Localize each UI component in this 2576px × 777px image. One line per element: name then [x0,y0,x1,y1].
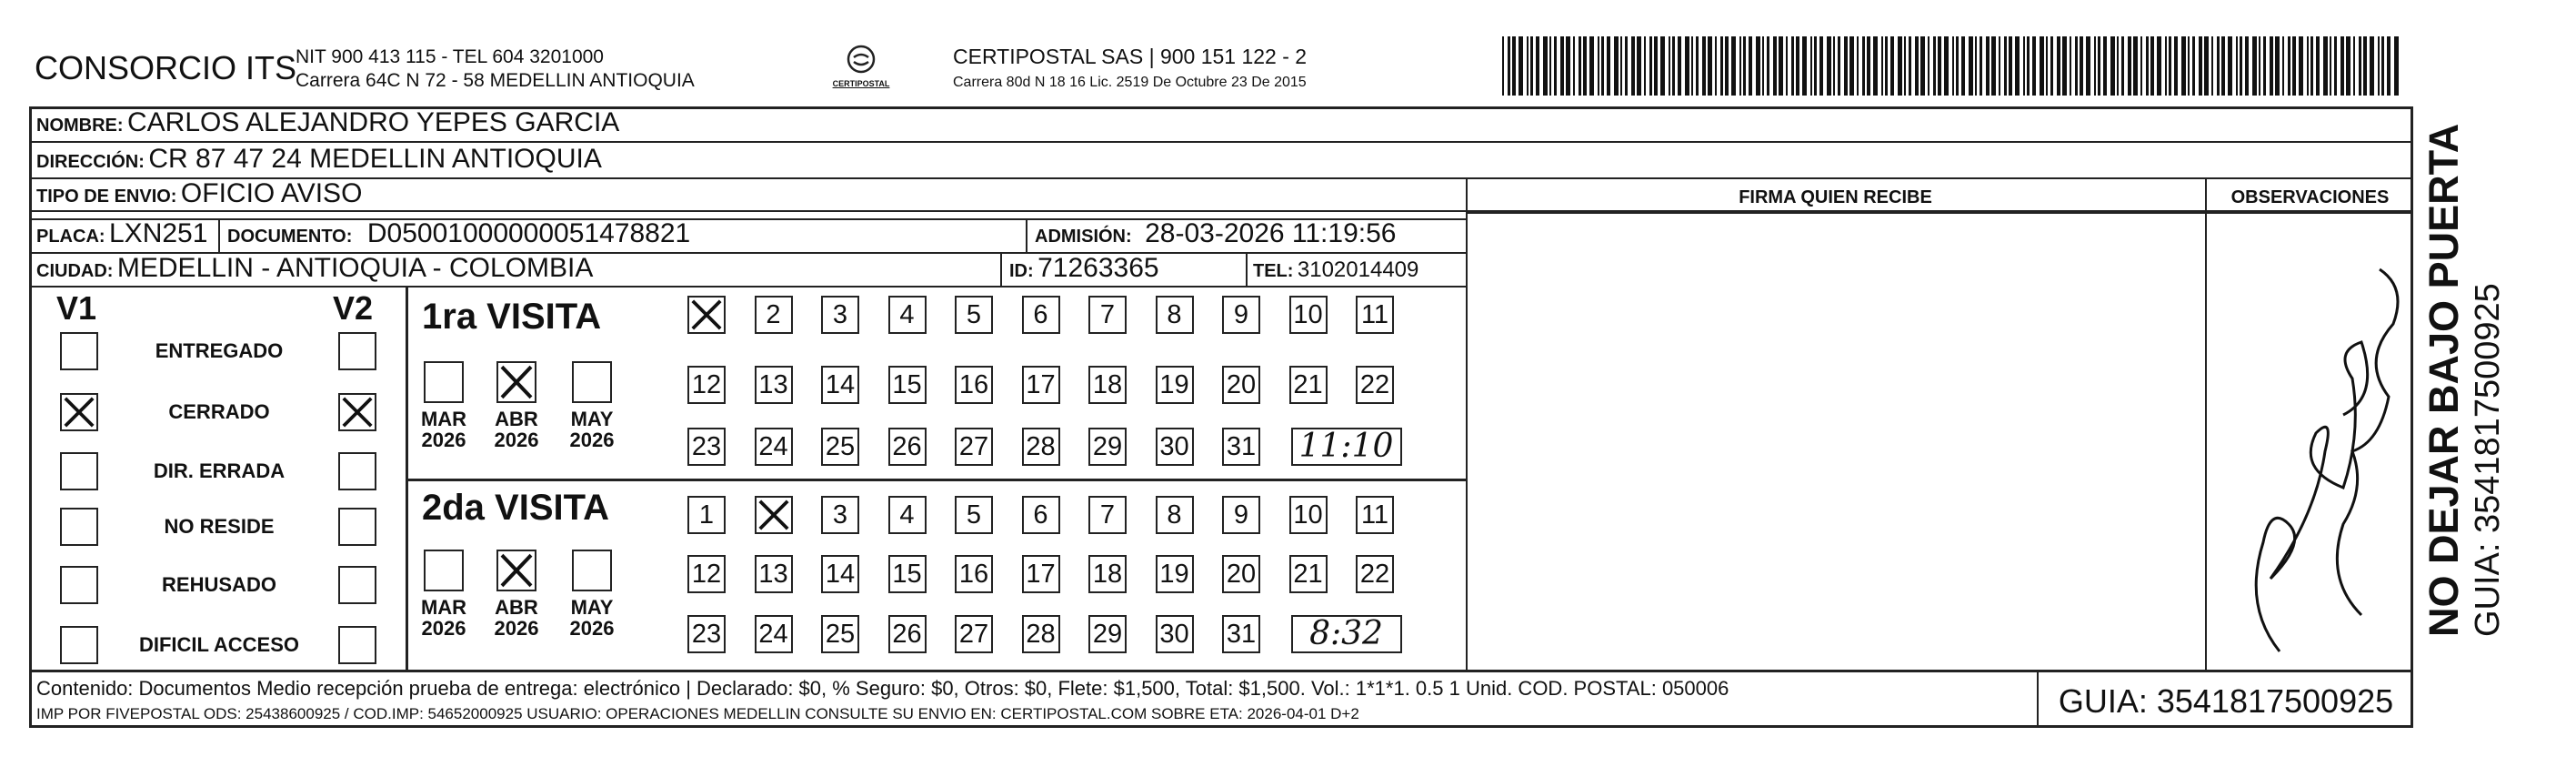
day-box[interactable]: 17 [1022,366,1060,404]
day-box[interactable]: 7 [1088,496,1127,534]
v2-checkbox[interactable] [338,452,376,490]
day-box[interactable]: 21 [1289,555,1328,593]
day-box[interactable]: 8 [1156,296,1194,334]
v1-checkbox[interactable] [60,508,98,546]
month-checkbox[interactable] [572,361,612,403]
day-box[interactable]: 11 [1356,496,1394,534]
tel-value: 3102014409 [1297,257,1419,282]
plate-label: PLACA: [36,227,105,247]
tel-cell [1253,257,1418,283]
day-box[interactable]: 3 [821,496,859,534]
v2-label: V2 [333,289,374,327]
type-row [36,178,362,209]
visit2-title: 2da VISITA [422,488,609,528]
type-label: TIPO DE ENVIO: [36,187,177,207]
day-box[interactable]: 6 [1022,496,1060,534]
month-checkbox[interactable] [496,361,536,403]
day-box[interactable]: 13 [755,366,793,404]
day-box[interactable]: 12 [687,366,726,404]
day-box[interactable]: 29 [1088,428,1127,466]
v1-checkbox[interactable] [60,566,98,604]
status-option-label: CERRADO [168,400,270,423]
day-box[interactable]: 20 [1222,555,1260,593]
v2-checkbox[interactable] [338,626,376,664]
day-box[interactable]: 28 [1022,428,1060,466]
day-box[interactable]: 27 [955,615,993,653]
day-box[interactable]: 5 [955,496,993,534]
shipment-type: OFICIO AVISO [180,178,363,208]
day-box[interactable]: 18 [1088,555,1127,593]
day-box[interactable]: 31 [1222,615,1260,653]
plate-cell [36,218,207,249]
day-box[interactable]: 16 [955,555,993,593]
month-label: ABR 2026 [494,596,539,640]
status-option-label: DIFICIL ACCESO [138,633,299,656]
recipient-name: CARLOS ALEJANDRO YEPES GARCIA [127,107,620,137]
day-box[interactable]: 4 [888,296,927,334]
day-box[interactable]: 9 [1222,496,1260,534]
day-box[interactable]: 20 [1222,366,1260,404]
barcode [1502,36,2401,96]
id-cell [1009,253,1159,284]
day-box[interactable]: 27 [955,428,993,466]
id-value: 71263365 [1037,253,1159,283]
day-box[interactable] [687,296,726,334]
day-box[interactable]: 30 [1156,615,1194,653]
day-box[interactable]: 24 [755,615,793,653]
side-warning: NO DEJAR BAJO PUERTA [2421,123,2467,637]
v2-checkbox[interactable] [338,332,376,370]
v1-checkbox[interactable] [60,332,98,370]
city-value: MEDELLIN - ANTIOQUIA - COLOMBIA [116,253,594,283]
day-box[interactable]: 3 [821,296,859,334]
status-option-label: NO RESIDE [164,515,275,538]
day-box[interactable]: 22 [1356,366,1394,404]
v2-checkbox[interactable] [338,393,376,431]
footer-imp: IMP POR FIVEPOSTAL ODS: 25438600925 / COD.IMP: 54652000925 USUARIO: OPERACIONES MEDELLIN CONSULTE SU ENVIO EN: CERTIPOSTAL.COM SOBRE ETA: 2026-04-01 D+2 [36,705,1359,722]
day-box[interactable]: 18 [1088,366,1127,404]
day-box[interactable]: 14 [821,366,859,404]
footer-guia: GUIA: 3541817500925 [2058,682,2394,720]
month-checkbox[interactable] [572,550,612,591]
day-box[interactable]: 13 [755,555,793,593]
id-label: ID: [1009,261,1034,281]
day-box[interactable]: 17 [1022,555,1060,593]
status-option-label: DIR. ERRADA [153,459,286,482]
v1-label: V1 [56,289,97,327]
day-box[interactable]: 16 [955,366,993,404]
handwritten-signature [2207,215,2413,670]
company-nit: NIT 900 413 115 - TEL 604 3201000 [296,46,604,67]
footer-contents: Contenido: Documentos Medio recepción prueba de entrega: electrónico | Declarado: $0, % Seguro: $0, Otros: $0, Flete: $1,500, Total: $1,500. Vol.: 1*1*1. 0.5 1 Unid. COD. POSTAL: 050006 [36,677,1729,700]
day-box[interactable]: 15 [888,366,927,404]
v1-checkbox[interactable] [60,626,98,664]
visit-time[interactable]: 8:32 [1291,615,1402,653]
month-checkbox[interactable] [496,550,536,591]
day-box[interactable]: 1 [687,496,726,534]
day-box[interactable]: 2 [755,296,793,334]
admission-label: ADMISIÓN: [1035,227,1132,247]
day-box[interactable]: 15 [888,555,927,593]
signature-area[interactable] [1468,215,2205,670]
visit-time[interactable]: 11:10 [1291,428,1402,466]
signature-header: FIRMA QUIEN RECIBE [1739,187,1932,207]
month-label: ABR 2026 [494,408,539,451]
tel-label: TEL: [1253,261,1294,281]
status-option-label: REHUSADO [162,573,276,596]
plate-value: LXN251 [109,218,208,248]
city-cell [36,253,593,284]
day-box[interactable]: 31 [1222,428,1260,466]
company-address: Carrera 64C N 72 - 58 MEDELLIN ANTIOQUIA [296,70,695,91]
day-box[interactable]: 25 [821,428,859,466]
day-box[interactable]: 19 [1156,366,1194,404]
day-box[interactable]: 22 [1356,555,1394,593]
status-option-label: ENTREGADO [155,339,284,362]
name-row [36,107,619,138]
month-checkbox[interactable] [424,361,464,403]
doc-label: DOCUMENTO: [227,227,353,247]
day-box[interactable]: 11 [1356,296,1394,334]
recipient-address: CR 87 47 24 MEDELLIN ANTIOQUIA [148,144,602,174]
day-box[interactable]: 25 [821,615,859,653]
doc-cell [227,218,690,249]
certipostal-address: Carrera 80d N 18 16 Lic. 2519 De Octubre 23 De 2015 [953,75,1307,90]
day-box[interactable]: 29 [1088,615,1127,653]
day-box[interactable]: 7 [1088,296,1127,334]
visit1-title: 1ra VISITA [422,297,602,337]
day-box[interactable]: 10 [1289,296,1328,334]
day-box[interactable]: 8 [1156,496,1194,534]
name-label: NOMBRE: [36,116,124,136]
month-label: MAR 2026 [420,408,467,451]
day-box[interactable]: 26 [888,615,927,653]
month-label: MAY 2026 [569,596,615,640]
day-box[interactable]: 6 [1022,296,1060,334]
observations-header: OBSERVACIONES [2230,187,2390,207]
day-box[interactable]: 19 [1156,555,1194,593]
day-box[interactable]: 24 [755,428,793,466]
month-checkbox[interactable] [424,550,464,591]
address-row [36,144,602,175]
day-box[interactable]: 5 [955,296,993,334]
day-box[interactable]: 12 [687,555,726,593]
day-box[interactable]: 9 [1222,296,1260,334]
address-label: DIRECCIÓN: [36,152,145,172]
v2-checkbox[interactable] [338,508,376,546]
day-box[interactable]: 26 [888,428,927,466]
day-box[interactable] [755,496,793,534]
side-text [2421,123,2530,637]
day-box[interactable]: 14 [821,555,859,593]
day-box[interactable]: 21 [1289,366,1328,404]
month-label: MAR 2026 [420,596,467,640]
day-box[interactable]: 23 [687,428,726,466]
month-label: MAY 2026 [569,408,615,451]
day-box[interactable]: 4 [888,496,927,534]
admission-cell [1035,218,1396,249]
certipostal-line: CERTIPOSTAL SAS | 900 151 122 - 2 [953,45,1308,68]
day-box[interactable]: 10 [1289,496,1328,534]
day-box[interactable]: 28 [1022,615,1060,653]
company-name: CONSORCIO ITS [35,49,297,86]
v2-checkbox[interactable] [338,566,376,604]
doc-value: D05001000000051478821 [366,218,691,248]
v1-checkbox[interactable] [60,393,98,431]
city-label: CIUDAD: [36,261,114,281]
admission-value: 28-03-2026 11:19:56 [1145,218,1397,248]
certipostal-logo: CERTIPOSTAL [829,44,893,100]
day-box[interactable]: 23 [687,615,726,653]
side-guia: GUIA: 3541817500925 [2469,283,2507,637]
v1-checkbox[interactable] [60,452,98,490]
day-box[interactable]: 30 [1156,428,1194,466]
